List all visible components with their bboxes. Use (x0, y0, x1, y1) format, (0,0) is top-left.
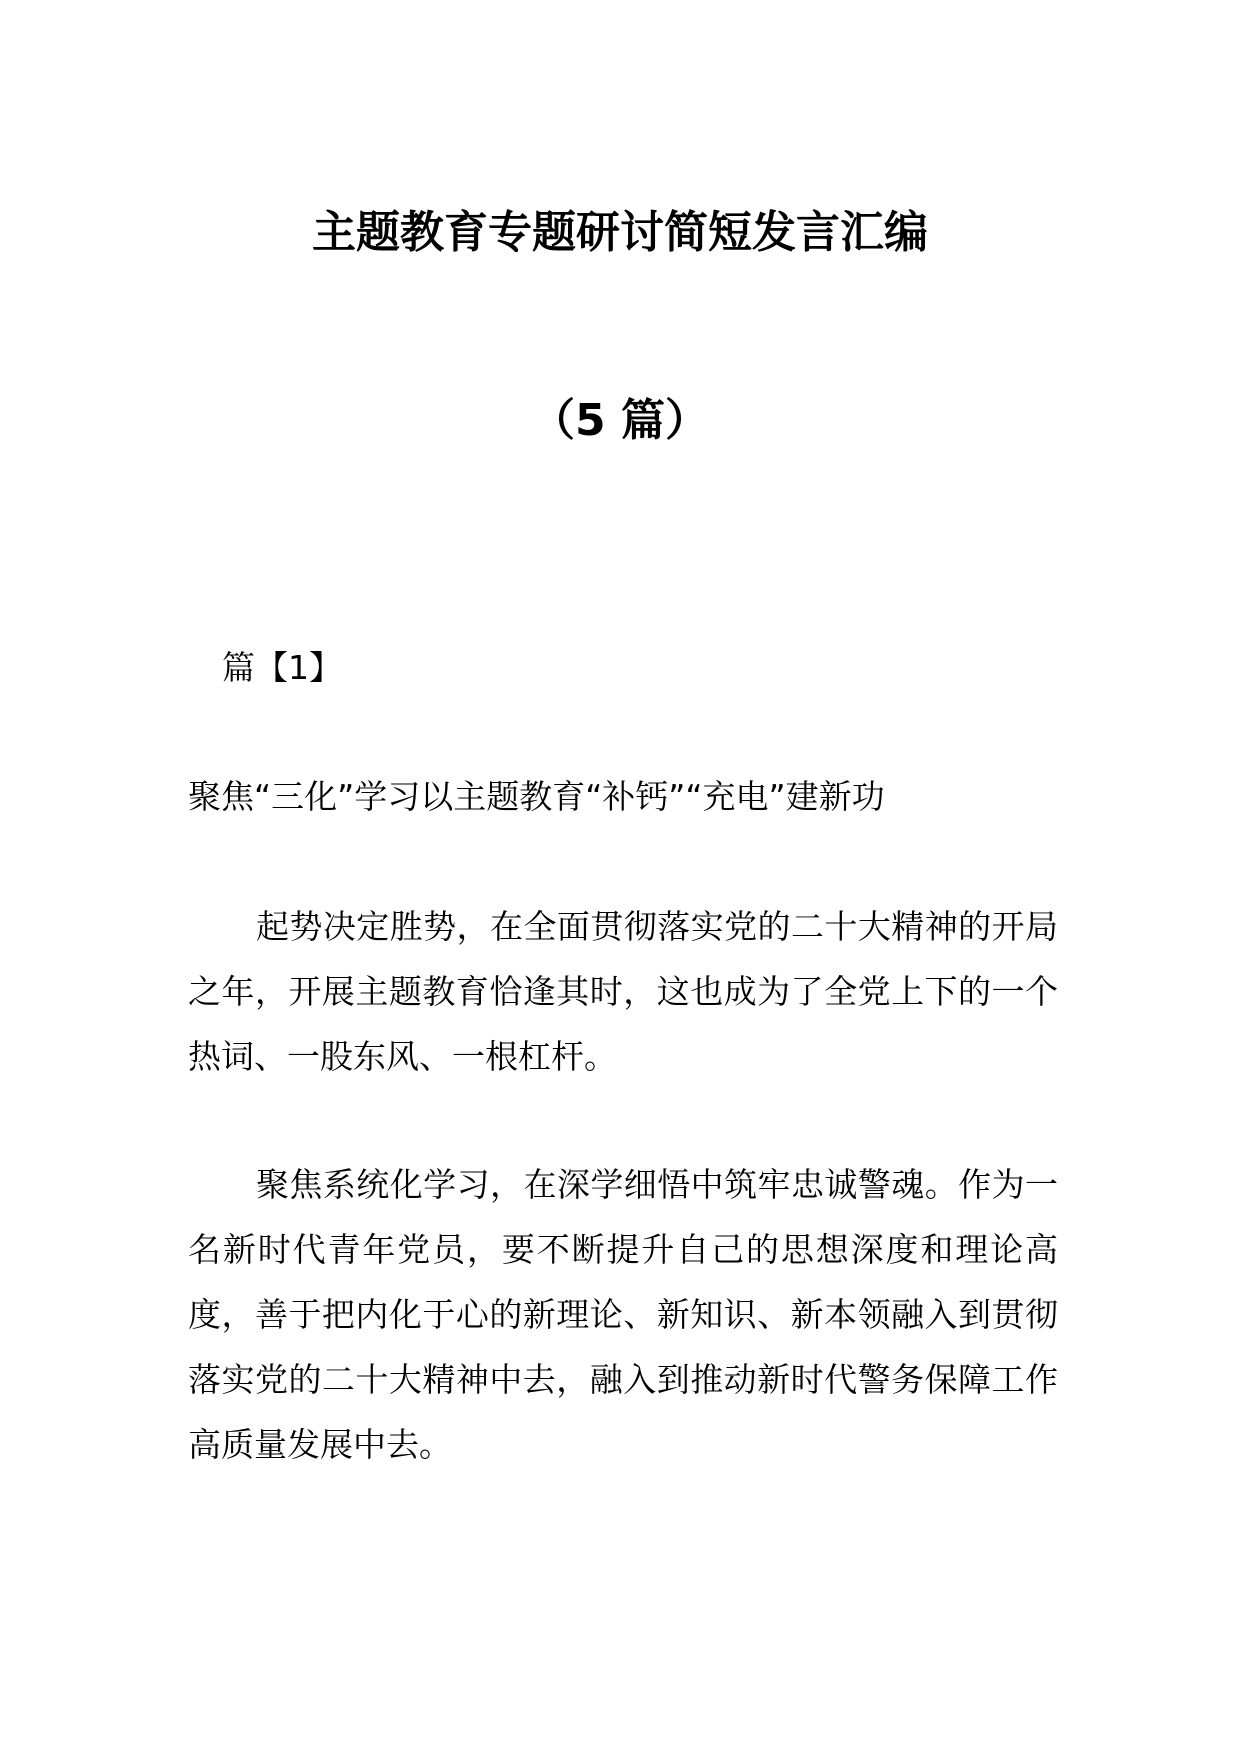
paragraph: 聚焦系统化学习，在深学细悟中筑牢忠诚警魂。作为一名新时代青年党员，要不断提升自己的思想深度和理论高度，善于把内化于心的新理论、新知识、新本领融入到贯彻落实党的二十大精神中去，融入到推动新时代警务保障工作高质量发展中去。 (188, 1165, 1058, 1464)
document-subtitle: （5 篇） (531, 395, 709, 446)
section-label: 篇【1】 (222, 648, 342, 687)
paragraph: 起势决定胜势，在全面贯彻落实党的二十大精神的开局之年，开展主题教育恰逢其时，这也成为了全党上下的一个热词、一股东风、一根杠杆。 (188, 907, 1058, 1076)
document-title: 主题教育专题研讨简短发言汇编 (312, 207, 928, 258)
section-heading: 聚焦“三化”学习以主题教育“补钙”“充电”建新功 (188, 777, 885, 816)
